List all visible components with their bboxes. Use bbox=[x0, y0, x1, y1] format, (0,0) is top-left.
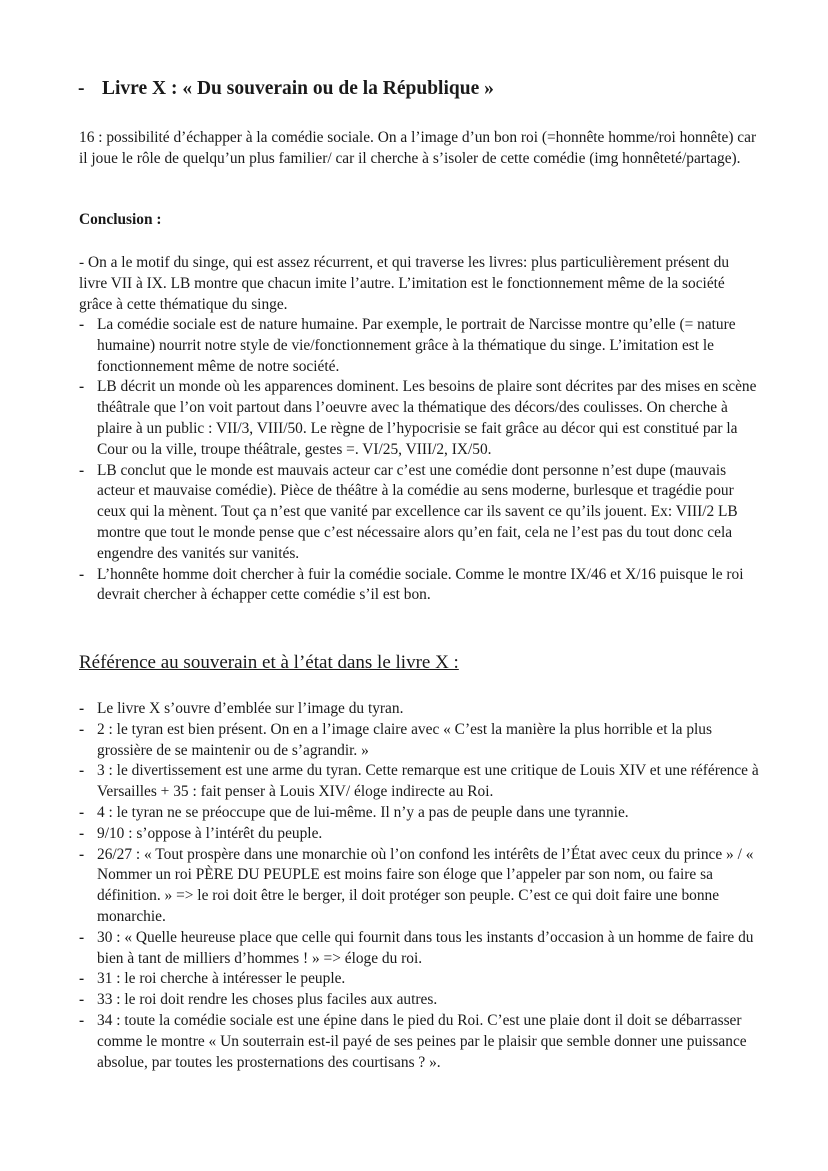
bullet-dash: - bbox=[79, 824, 85, 842]
list-item-text: 4 : le tyran ne se préoccupe que de lui-même. Il n’y a pas de peuple dans une tyrannie. bbox=[97, 803, 629, 821]
list-item-text: L’honnête homme doit chercher à fuir la comédie sociale. Comme le montre IX/46 et X/16 puisque le roi devrait chercher à échapper cette comédie s’il est bon. bbox=[97, 565, 744, 604]
conclusion-lead-paragraph: - On a le motif du singe, qui est assez récurrent, et qui traverse les livres: plus particulièrement présent du livre VII à IX. LB montre que chacun imite l’autre. L’imitation est le fonctionnement même de la société grâce à cette thématique du singe. bbox=[79, 254, 730, 313]
list-item-text: 34 : toute la comédie sociale est une épine dans le pied du Roi. C’est une plaie dont il doit se débarrasser comme le montre « Un souterrain est-il payé de ses peines par le plaisir que semble donner une puissance absolue, par toutes les prosternations des courtisans ? ». bbox=[97, 1011, 747, 1071]
list-item-text: 31 : le roi cherche à intéresser le peuple. bbox=[97, 970, 346, 988]
bullet-dash: - bbox=[79, 565, 85, 583]
reference-list bbox=[79, 699, 759, 1073]
section-heading-reference: Référence au souverain et à l’état dans le livre X : bbox=[79, 652, 459, 673]
list-item-text: 33 : le roi doit rendre les choses plus faciles aux autres. bbox=[97, 991, 438, 1009]
list-item-text: 9/10 : s’oppose à l’intérêt du peuple. bbox=[97, 824, 323, 842]
list-item bbox=[79, 990, 759, 1011]
list-item bbox=[79, 377, 759, 460]
page-title bbox=[78, 78, 494, 100]
list-item bbox=[79, 699, 759, 720]
bullet-dash: - bbox=[79, 803, 85, 821]
bullet-dash: - bbox=[79, 845, 85, 863]
conclusion-list bbox=[79, 315, 759, 606]
title-dash: - bbox=[78, 78, 85, 99]
bullet-dash: - bbox=[79, 928, 85, 946]
list-item-text: LB conclut que le monde est mauvais acteur car c’est une comédie dont personne n’est dupe (mauvais acteur et mauvaise comédie). Pièce de théâtre à la comédie au sens moderne, burlesque et tragédie pour ceux qui la mènent. Tout ça n’est que vanité par excellence car ils savent ce qu’ils jouent. Ex: VIII/2 LB montre que tout le monde pense que c’est nécessaire alors qu’en fait, cela ne l’est pas du tout donc cela engendre des vanités sur vanités. bbox=[97, 461, 738, 562]
list-item-text: 26/27 : « Tout prospère dans une monarchie où l’on confond les intérêts de l’État avec ceux du prince » / « Nommer un roi PÈRE DU PEUPLE est moins faire son éloge que l’appeler par son nom, ou faire sa définition. » => le roi doit être le berger, il doit protéger son peuple. C’est ce qui doit faire une bonne monarchie. bbox=[97, 845, 754, 925]
list-item bbox=[79, 928, 759, 970]
list-item bbox=[79, 565, 759, 607]
intro-paragraph: 16 : possibilité d’échapper à la comédie sociale. On a l’image d’un bon roi (=honnête homme/roi honnête) car il joue le rôle de quelqu’un plus familier/ car il cherche à s’isoler de cette comédie (img honnêteté/partage). bbox=[79, 129, 757, 167]
list-item-text: 30 : « Quelle heureuse place que celle qui fournit dans tous les instants d’occasion à un homme de faire du bien à tant de milliers d’hommes ! » => éloge du roi. bbox=[97, 928, 754, 967]
list-item bbox=[79, 845, 759, 928]
list-item bbox=[79, 720, 759, 762]
bullet-dash: - bbox=[79, 700, 85, 717]
bullet-dash: - bbox=[79, 461, 85, 479]
list-item bbox=[79, 824, 759, 845]
bullet-dash: - bbox=[79, 1011, 85, 1029]
bullet-dash: - bbox=[79, 720, 85, 738]
list-item-text: LB décrit un monde où les apparences dominent. Les besoins de plaire sont décrites par des mises en scène théâtrale que l’on voit partout dans l’oeuvre avec la thématique des décors/des coulisses. On cherche à plaire à un public : VII/3, VIII/50. Le règne de l’hypocrisie se fait grâce au décor qui est constitué par la Cour ou la ville, troupe théâtrale, gestes =. VI/25, VIII/2, IX/50. bbox=[97, 378, 757, 458]
title-text: Livre X : « Du souverain ou de la République » bbox=[102, 78, 494, 99]
list-item bbox=[79, 315, 759, 377]
conclusion-label: Conclusion : bbox=[79, 211, 162, 228]
bullet-dash: - bbox=[79, 970, 85, 988]
list-item-text: La comédie sociale est de nature humaine. Par exemple, le portrait de Narcisse montre qu’elle (= nature humaine) nourrit notre style de vie/fonctionnement grâce à la thématique du singe. L’imitation est le fonctionnement même de notre société. bbox=[97, 316, 736, 375]
list-item bbox=[79, 461, 759, 565]
list-item bbox=[79, 969, 759, 990]
list-item bbox=[79, 1011, 759, 1073]
bullet-dash: - bbox=[79, 762, 85, 780]
bullet-dash: - bbox=[79, 991, 85, 1009]
bullet-dash: - bbox=[79, 316, 85, 333]
bullet-dash: - bbox=[79, 378, 85, 396]
list-item bbox=[79, 761, 759, 803]
list-item-text: 3 : le divertissement est une arme du tyran. Cette remarque est une critique de Louis XIV et une référence à Versailles + 35 : fait penser à Louis XIV/ éloge indirecte au Roi. bbox=[97, 762, 759, 801]
list-item-text: 2 : le tyran est bien présent. On en a l’image claire avec « C’est la manière la plus horrible et la plus grossière de se maintenir ou de s’agrandir. » bbox=[97, 720, 712, 759]
list-item bbox=[79, 803, 759, 824]
list-item-text: Le livre X s’ouvre d’emblée sur l’image du tyran. bbox=[97, 700, 404, 717]
